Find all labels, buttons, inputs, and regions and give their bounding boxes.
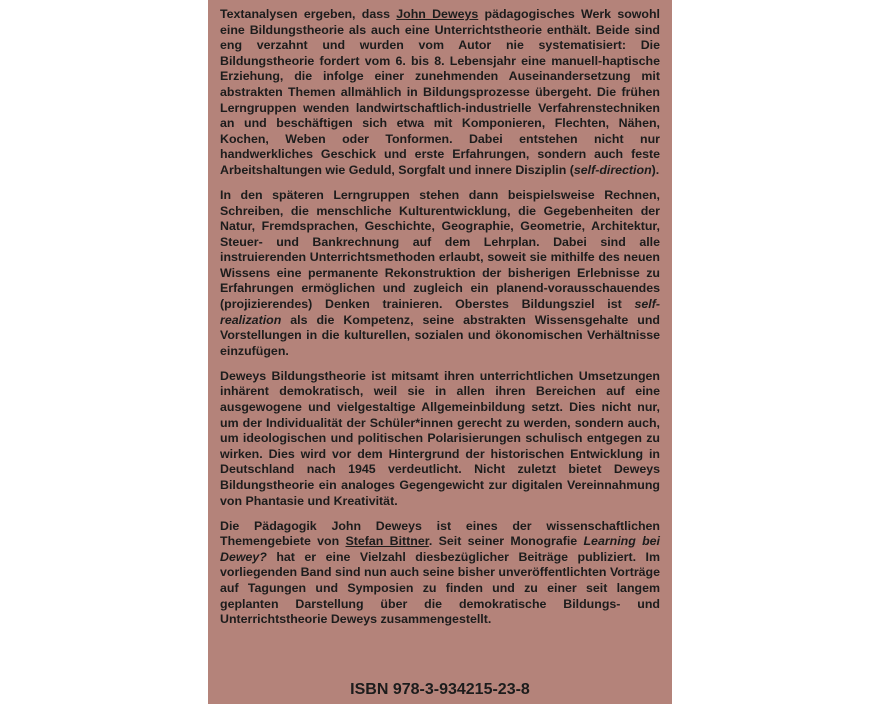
- paragraph-author-bio: [220, 519, 660, 628]
- paragraph-author-bio-text-1: Die Pädagogik John Deweys ist eines der wissenschaftlichen Themengebiete von: [220, 518, 660, 549]
- isbn-number: ISBN 978-3-934215-23-8: [350, 681, 530, 698]
- paragraph-intro: [220, 7, 660, 179]
- monograph-title: Learning bei Dewey?: [220, 534, 660, 564]
- author-link-stefan-bittner[interactable]: Stefan Bittner: [345, 534, 429, 549]
- paragraph-curriculum-text-1: In den späteren Lerngruppen stehen dann beispielsweise Rechnen, Schreiben, die menschliche Kulturentwicklung, die Gegebenheiten der Natur, Fremdsprachen, Geschichte, Geographie, Geometrie, Architektur, Steuer- und Bankrechnung auf dem Lehrplan. Dabei sind alle instruierenden Unterrichtsmethoden erlaubt, soweit sie mithilfe des neuen Wissens eine permanente Rekonstruktion der bisherigen Erlebnisse zu Erfahrungen ermöglichen und zugleich ein planend-vorausschauendes (projizierendes) Denken trainieren. Oberstes Bildungsziel ist: [220, 187, 660, 312]
- paragraph-curriculum: [220, 188, 660, 360]
- paragraph-author-bio-text-3: hat er eine Vielzahl diesbezüglicher Beiträge publiziert. Im vorliegenden Band sind nun auch seine bisher unveröffentlichten Vorträge auf Tagungen und Symposien zu finden und zu einer seit langem geplanten Darstellung über die demokratische Bildungs- und Unterrichtstheorie Deweys zusammengestellt.: [220, 549, 660, 627]
- term-self-realization: self-realization: [220, 297, 660, 327]
- paragraph-democracy-text: Deweys Bildungstheorie ist mitsamt ihren unterrichtlichen Umsetzungen inhärent demokratisch, weil sie in allen ihren Bereichen auf eine ausgewogene und vielgestaltige Allgemeinbildung setzt. Dies nicht nur, um der Individualität der Schüler*innen gerecht zu werden, sondern auch, um ideologischen und politischen Polarisierungen schulisch entgegen zu wirken. Dies wird vor dem Hintergrund der historischen Entwicklung in Deutschland nach 1945 verdeutlicht. Nicht zuletzt bietet Deweys Bildungstheorie ein analoges Gegengewicht zur digitalen Vereinnahmung von Phantasie und Kreativität.: [220, 368, 660, 508]
- paragraph-curriculum-text-2: als die Kompetenz, seine abstrakten Wissensgehalte und Vorstellungen in die kulturellen, sozialen und ökonomischen Verhältnisse einzufügen.: [220, 312, 660, 358]
- paragraph-democracy: [220, 369, 660, 509]
- paragraph-author-bio-text-2: . Seit seiner Monografie: [428, 534, 584, 549]
- back-cover: [208, 0, 672, 704]
- term-self-direction: self-direction: [573, 162, 652, 177]
- blurb-text: [220, 7, 660, 637]
- paragraph-intro-text-1: Textanalysen ergeben, dass: [220, 7, 397, 21]
- paragraph-intro-text-2: pädagogisches Werk sowohl eine Bildungstheorie als auch eine Unterrichtstheorie enthält. Beide sind eng verzahnt und wurden vom Autor nie systematisiert: Die Bildungstheorie fordert vom 6. bis 8. Lebensjahr eine manuell-haptische Erziehung, die infolge einer zunehmenden Auseinandersetzung mit abstrakten Themen allmählich in Bildungsprozesse übergeht. Die frühen Lerngruppen wenden landwirtschaftlich-industrielle Verfahrenstechniken an und beschäftigen sich etwa mit Komponieren, Flechten, Nähen, Kochen, Weben oder Tonformen. Dabei entstehen nicht nur handwerkliches Geschick und erste Erfahrungen, sondern auch feste Arbeitshaltungen wie Geduld, Sorgfalt und innere Disziplin (: [220, 7, 660, 177]
- author-link-john-dewey[interactable]: John Deweys: [396, 7, 479, 21]
- paragraph-intro-text-3: ).: [651, 162, 660, 177]
